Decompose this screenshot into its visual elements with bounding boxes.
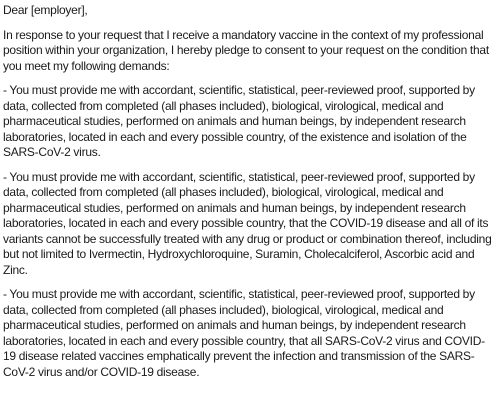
letter-intro-paragraph: In response to your request that I receive a mandatory vaccine in the context of my professional position within your organization, I hereby pledge to consent to your request on the condition that you meet my following demands:	[3, 27, 489, 73]
letter-document	[3, 3, 497, 380]
demand-paragraph-1: - You must provide me with accordant, scientific, statistical, peer-reviewed proof, supported by data, collected from completed (all phases included), biological, virological, medical and pharmaceutical studies, performed on animals and human beings, by independent research laboratories, located in each and every possible country, of the existence and isolation of the SARS-CoV-2 virus.	[3, 83, 475, 159]
demand-paragraph-3: - You must provide me with accordant, scientific, statistical, peer-reviewed proof, supported by data, collected from completed (all phases included), biological, virological, medical and pharmaceutical studies, performed on animals and human beings, by independent research laboratories, located in each and every possible country, that all SARS-CoV-2 virus and COVID-19 disease related vaccines emphatically prevent the infection and transmission of the SARS-CoV-2 virus and/or COVID-19 disease.	[3, 287, 485, 379]
demand-paragraph-2: - You must provide me with accordant, scientific, statistical, peer-reviewed proof, supported by data, collected from completed (all phases included), biological, virological, medical and pharmaceutical studies, performed on animals and human beings, by independent research laboratories, located in each and every possible country, that the COVID-19 disease and all of its variants cannot be successfully treated with any drug or product or combination thereof, including but not limited to Ivermectin, Hydroxychloroquine, Suramin, Cholecalciferol, Ascorbic acid and Zinc.	[3, 169, 492, 277]
letter-greeting: Dear [employer],	[3, 3, 88, 17]
